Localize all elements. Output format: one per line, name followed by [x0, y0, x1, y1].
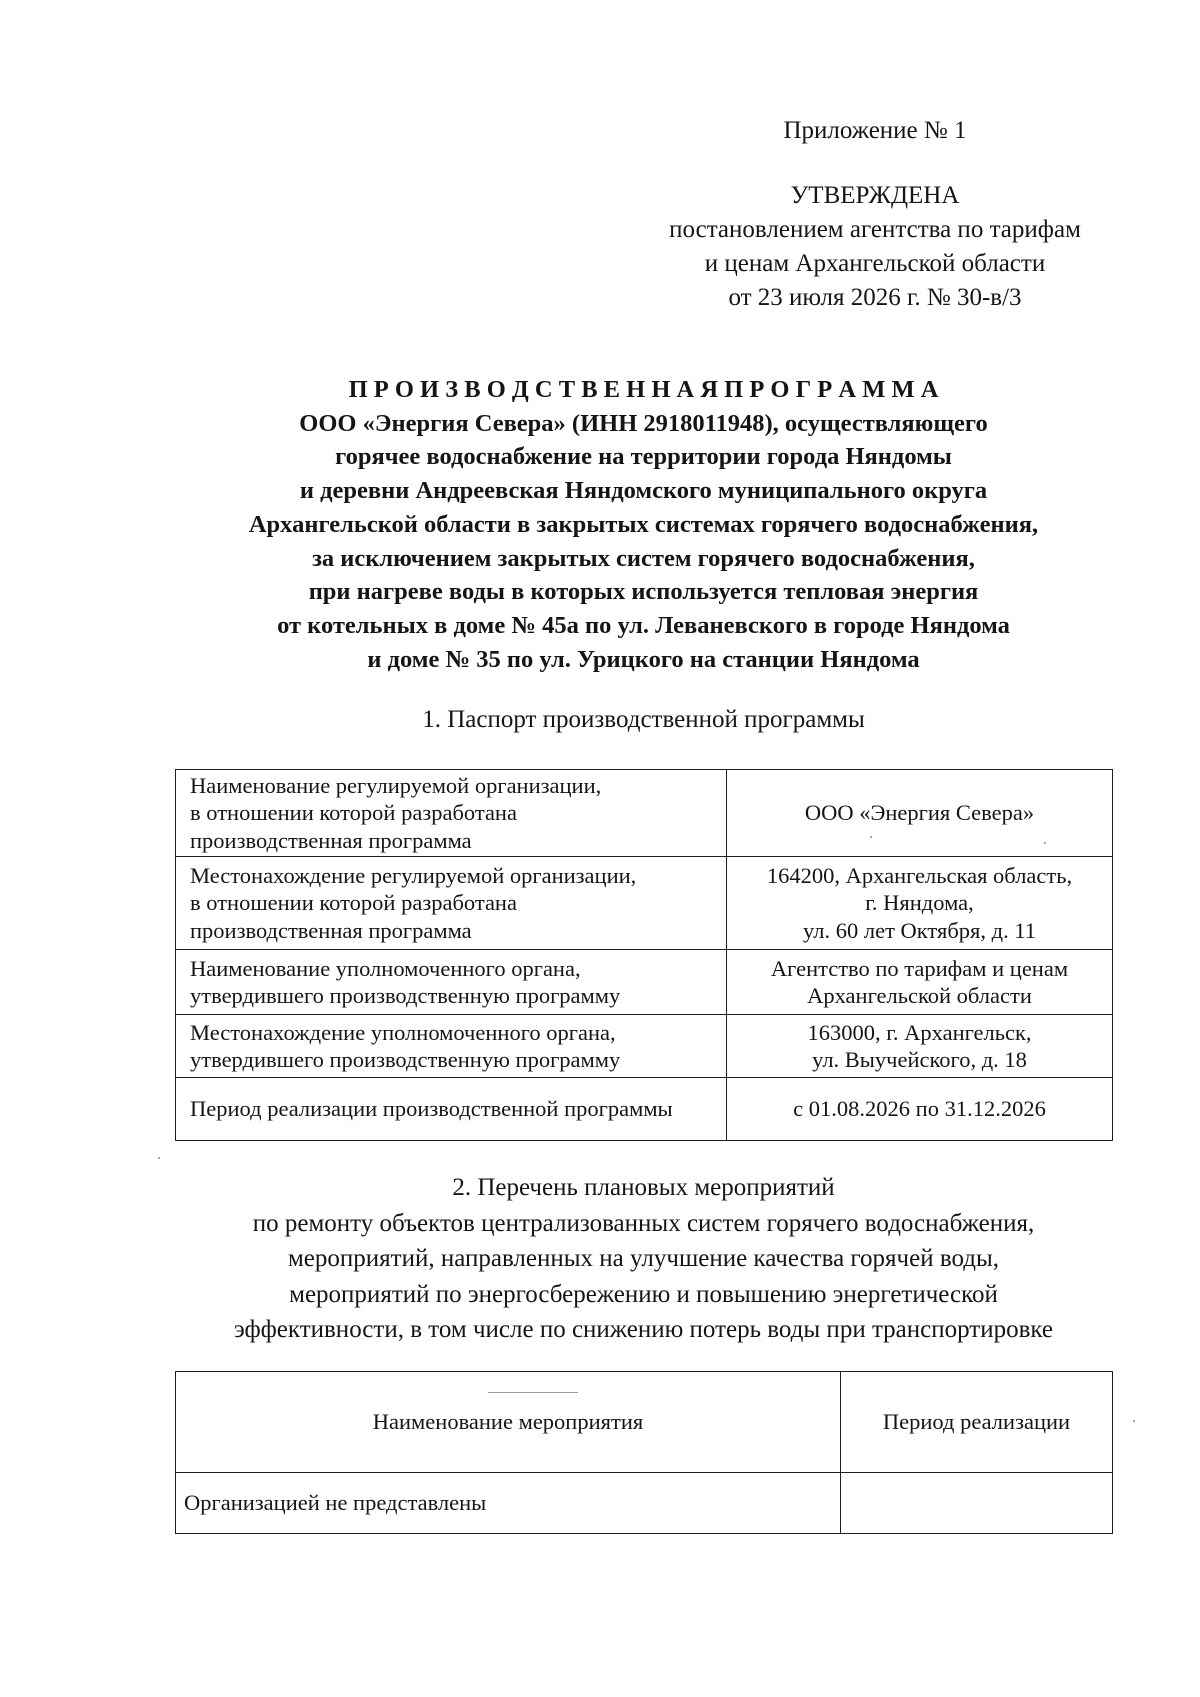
measures-heading-line: по ремонту объектов централизованных систем горячего водоснабжения, — [252, 1209, 1035, 1237]
program-title — [175, 373, 1112, 676]
program-title-line: и доме № 35 по ул. Урицкого на станции Няндома — [367, 645, 920, 673]
appendix-label: Приложение № 1 — [783, 117, 967, 144]
passport-value-cell — [727, 770, 1113, 857]
program-title-line: и деревни Андреевская Няндомского муниципального округа — [299, 477, 988, 505]
scan-artifact-line — [488, 1392, 578, 1393]
program-title-line: горячее водоснабжение на территории города Няндомы — [335, 443, 952, 471]
passport-label-cell — [176, 1078, 727, 1141]
measure-name-cell: Организацией не представлены — [176, 1473, 841, 1534]
passport-value-cell — [727, 950, 1113, 1015]
passport-label-cell — [176, 857, 727, 950]
table-row — [176, 1078, 1113, 1141]
passport-label-cell — [176, 950, 727, 1015]
measures-heading-line: 2. Перечень плановых мероприятий — [452, 1174, 835, 1201]
cell-line: 163000, г. Архангельск, — [807, 1019, 1032, 1045]
approval-date-number: от 23 июля 2026 г. № 30-в/3 — [728, 284, 1022, 311]
measure-period-cell — [841, 1473, 1113, 1534]
cell-line: ООО «Энергия Севера» — [804, 800, 1035, 826]
approval-line: постановлением агентства по тарифам — [669, 216, 1081, 243]
passport-section-heading: 1. Паспорт производственной программы — [422, 706, 865, 733]
program-title-line: от котельных в доме № 45а по ул. Леваневского в городе Няндома — [277, 611, 1010, 639]
passport-label-cell — [176, 770, 727, 857]
cell-line: в отношении которой разработана — [190, 800, 517, 826]
table-row — [176, 1015, 1113, 1078]
passport-label-cell — [176, 1015, 727, 1078]
cell-line: Наименование регулируемой организации, — [190, 772, 602, 798]
program-title-line: за исключением закрытых систем горячего водоснабжения, — [312, 544, 975, 572]
scan-artifact-dot — [870, 836, 872, 838]
measures-heading-line: мероприятий, направленных на улучшение качества горячей воды, — [287, 1245, 1000, 1272]
scan-artifact-dot — [1044, 842, 1046, 844]
cell-line: Местонахождение уполномоченного органа, — [190, 1019, 616, 1045]
cell-line: ул. Выучейского, д. 18 — [812, 1047, 1027, 1072]
table-row — [176, 1473, 1113, 1534]
measures-heading-line: мероприятий по энергосбережению и повышению энергетической — [289, 1280, 998, 1308]
cell-line: Агентство по тарифам и ценам — [770, 955, 1069, 981]
cell-line: в отношении которой разработана — [190, 890, 517, 916]
passport-table — [175, 769, 1113, 1141]
column-header-period: Период реализации — [841, 1372, 1113, 1473]
table-row — [176, 857, 1113, 950]
scan-artifact-dot — [158, 1157, 160, 1159]
measures-table — [175, 1371, 1113, 1534]
scan-artifact-dot — [1133, 1420, 1135, 1422]
passport-value-cell — [727, 1078, 1113, 1141]
cell-line: производственная программа — [190, 917, 472, 943]
cell-line: 164200, Архангельская область, — [766, 862, 1073, 888]
measures-heading-line: эффективности, в том числе по снижению потерь воды при транспортировке — [233, 1316, 1054, 1343]
cell-line: производственная программа — [190, 827, 472, 853]
program-title-heading: П Р О И З В О Д С Т В Е Н Н А Я П Р О Г Р А М М А — [348, 376, 939, 403]
program-title-line: ООО «Энергия Севера» (ИНН 2918011948), осуществляющего — [299, 409, 988, 437]
table-row — [176, 950, 1113, 1015]
program-title-line: при нагреве воды в которых используется тепловая энергия — [308, 578, 979, 606]
program-title-line: Архангельской области в закрытых системах горячего водоснабжения, — [248, 510, 1039, 538]
cell-line: Период реализации производственной программы — [190, 1096, 673, 1122]
measures-section-heading — [175, 1170, 1112, 1348]
cell-line: Местонахождение регулируемой организации, — [190, 862, 637, 888]
approval-title: УТВЕРЖДЕНА — [790, 182, 960, 209]
table-header-row — [176, 1372, 1113, 1473]
cell-line: Архангельской области — [807, 983, 1032, 1008]
cell-line: ул. 60 лет Октября, д. 11 — [803, 917, 1036, 943]
cell-line: утвердившего производственную программу — [190, 1047, 621, 1072]
table-row — [176, 770, 1113, 857]
approval-block — [625, 179, 1125, 315]
passport-value-cell — [727, 1015, 1113, 1078]
cell-line: с 01.08.2026 по 31.12.2026 — [793, 1096, 1046, 1122]
approval-line: и ценам Архангельской области — [704, 250, 1046, 277]
cell-line: утвердившего производственную программу — [190, 983, 621, 1008]
passport-value-cell — [727, 857, 1113, 950]
column-header-measure-name: Наименование мероприятия — [176, 1372, 841, 1473]
cell-line: Наименование уполномоченного органа, — [190, 955, 581, 981]
cell-line: г. Няндома, — [865, 890, 974, 916]
